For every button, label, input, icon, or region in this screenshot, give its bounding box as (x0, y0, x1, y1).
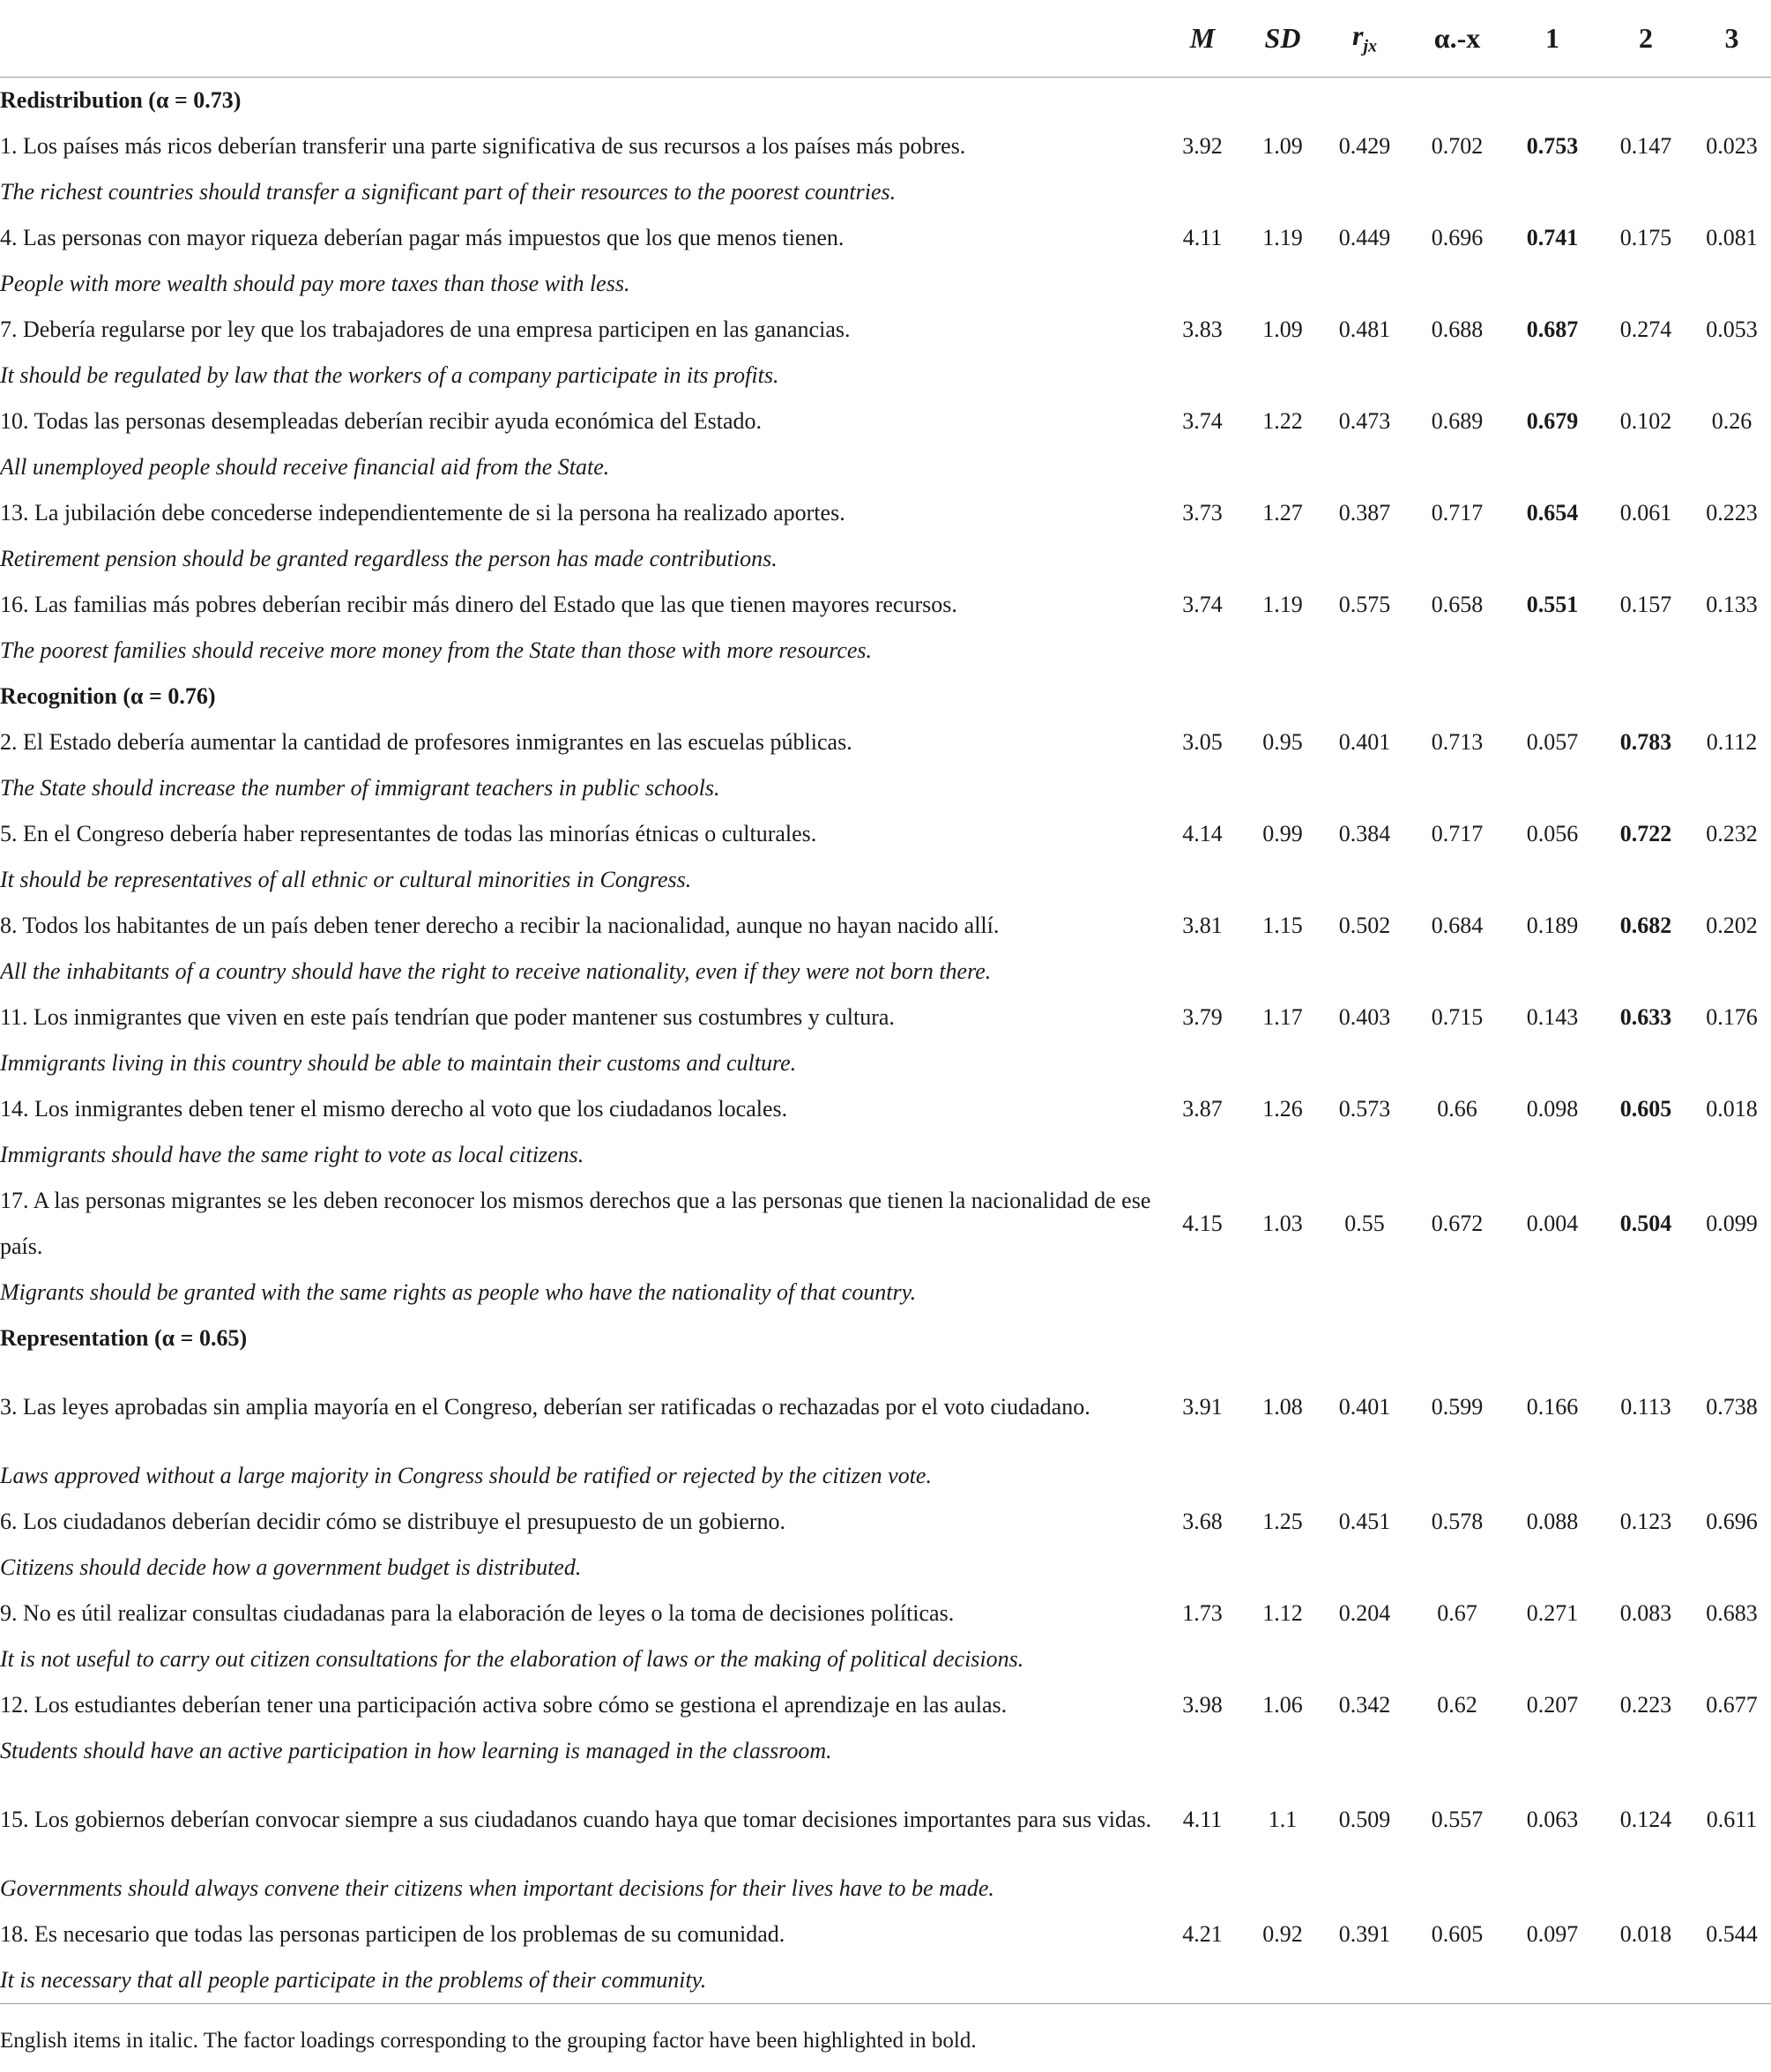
section-title: Recognition (α = 0.76) (0, 683, 216, 709)
header-factor-2: 2 (1599, 0, 1693, 78)
cell-alpha-if-deleted: 0.557 (1431, 1807, 1484, 1832)
item-text-english: Immigrants should have the same right to vote as local citizens. (0, 1142, 584, 1167)
item-text-spanish: 7. Debería regularse por ley que los trabajadores de una empresa participen en las ganancias. (0, 317, 851, 342)
cell-factor-1: 0.753 (1526, 133, 1579, 159)
table-row (0, 1499, 1771, 1545)
section-header-row (0, 1315, 1771, 1361)
cell-mean: 4.11 (1182, 1807, 1223, 1832)
cell-alpha-if-deleted: 0.717 (1431, 821, 1484, 846)
cell-factor-2: 0.124 (1619, 1807, 1672, 1832)
table-row (0, 1682, 1771, 1728)
cell-factor-3: 0.223 (1706, 500, 1758, 525)
cell-alpha-if-deleted: 0.688 (1431, 317, 1484, 342)
cell-factor-2: 0.223 (1619, 1692, 1672, 1718)
table-row-translation (0, 1453, 1771, 1499)
cell-mean: 3.73 (1182, 500, 1223, 525)
cell-factor-1: 0.654 (1526, 500, 1579, 525)
cell-mean: 3.87 (1182, 1096, 1223, 1122)
cell-factor-3: 0.023 (1706, 133, 1758, 159)
item-text-spanish: 1. Los países más ricos deberían transferir una parte significativa de sus recursos a los países más pobres. (0, 133, 966, 159)
item-text-spanish: 15. Los gobiernos deberían convocar siempre a sus ciudadanos cuando haya que tomar decisiones importantes para sus vidas. (0, 1807, 1152, 1832)
table-footnote: English items in italic. The factor loadings corresponding to the grouping factor have been highlighted in bold. (0, 2029, 977, 2053)
cell-factor-3: 0.133 (1706, 592, 1758, 617)
cell-sd: 1.06 (1262, 1692, 1303, 1718)
cell-alpha-if-deleted: 0.578 (1431, 1509, 1484, 1534)
cell-alpha-if-deleted: 0.689 (1431, 408, 1484, 434)
cell-mean: 4.21 (1182, 1921, 1223, 1947)
cell-mean: 3.74 (1182, 592, 1223, 617)
header-rjx (1321, 0, 1409, 78)
cell-factor-2: 0.102 (1619, 408, 1672, 434)
cell-sd: 1.25 (1262, 1509, 1303, 1534)
cell-sd: 1.12 (1262, 1600, 1303, 1626)
cell-sd: 1.09 (1262, 133, 1303, 159)
cell-alpha-if-deleted: 0.696 (1431, 225, 1484, 250)
cell-rjx: 0.509 (1338, 1807, 1391, 1832)
table-row-translation (0, 1728, 1771, 1774)
header-mean: M (1160, 0, 1245, 78)
cell-factor-1: 0.166 (1526, 1394, 1579, 1420)
cell-factor-2: 0.633 (1619, 1004, 1672, 1030)
cell-mean: 4.14 (1182, 821, 1223, 846)
section-header-row (0, 78, 1771, 124)
cell-mean: 3.83 (1182, 317, 1223, 342)
cell-mean: 3.05 (1182, 729, 1223, 755)
table-row-translation (0, 765, 1771, 811)
cell-rjx: 0.403 (1338, 1004, 1391, 1030)
cell-mean: 3.68 (1182, 1509, 1223, 1534)
table-row (0, 582, 1771, 628)
cell-mean: 4.15 (1182, 1211, 1223, 1236)
item-text-english: It should be representatives of all ethnic or cultural minorities in Congress. (0, 867, 692, 892)
table-row (0, 215, 1771, 261)
cell-factor-3: 0.232 (1706, 821, 1758, 846)
table-row (0, 1912, 1771, 1957)
table-row-translation (0, 1866, 1771, 1912)
table-row-translation (0, 1957, 1771, 2004)
cell-factor-3: 0.018 (1706, 1096, 1758, 1122)
cell-factor-3: 0.081 (1706, 225, 1758, 250)
cell-factor-3: 0.738 (1706, 1394, 1758, 1420)
item-text-spanish: 16. Las familias más pobres deberían recibir más dinero del Estado que las que tienen mayores recursos. (0, 592, 957, 617)
cell-sd: 1.08 (1262, 1394, 1303, 1420)
cell-factor-2: 0.783 (1619, 729, 1672, 755)
cell-factor-3: 0.677 (1706, 1692, 1758, 1718)
item-text-spanish: 6. Los ciudadanos deberían decidir cómo se distribuye el presupuesto de un gobierno. (0, 1509, 785, 1534)
table-row (0, 1361, 1771, 1453)
table-row-translation (0, 1040, 1771, 1086)
cell-rjx: 0.575 (1338, 592, 1391, 617)
item-text-english: It is necessary that all people participate in the problems of their community. (0, 1957, 1771, 2004)
item-text-spanish: 14. Los inmigrantes deben tener el mismo derecho al voto que los ciudadanos locales. (0, 1096, 788, 1122)
item-text-spanish: 9. No es útil realizar consultas ciudadanas para la elaboración de leyes o la toma de decisiones políticas. (0, 1600, 955, 1626)
item-text-spanish: 18. Es necesario que todas las personas participen de los problemas de su comunidad. (0, 1921, 785, 1947)
header-alpha-if-deleted: α.-x (1409, 0, 1506, 78)
item-text-english: Retirement pension should be granted regardless the person has made contributions. (0, 546, 778, 571)
cell-factor-3: 0.202 (1706, 913, 1758, 938)
cell-alpha-if-deleted: 0.599 (1431, 1394, 1484, 1420)
cell-factor-3: 0.611 (1706, 1807, 1758, 1832)
cell-factor-1: 0.098 (1526, 1096, 1579, 1122)
item-text-spanish: 17. A las personas migrantes se les deben reconocer los mismos derechos que a las personas que tienen la nacionalidad de ese país. (0, 1188, 1151, 1259)
item-text-english: Governments should always convene their citizens when important decisions for their lives have to be made. (0, 1875, 994, 1901)
cell-sd: 1.22 (1262, 408, 1303, 434)
cell-factor-1: 0.004 (1526, 1211, 1579, 1236)
cell-sd: 1.15 (1262, 913, 1303, 938)
cell-rjx: 0.391 (1338, 1921, 1391, 1947)
item-text-english: All the inhabitants of a country should have the right to receive nationality, even if they were not born there. (0, 958, 992, 984)
cell-mean: 3.98 (1182, 1692, 1223, 1718)
cell-sd: 0.92 (1262, 1921, 1303, 1947)
cell-factor-3: 0.683 (1706, 1600, 1758, 1626)
cell-sd: 0.99 (1262, 821, 1303, 846)
section-title: Redistribution (α = 0.73) (0, 87, 242, 113)
cell-factor-3: 0.112 (1706, 729, 1758, 755)
cell-sd: 1.03 (1262, 1211, 1303, 1236)
cell-factor-2: 0.605 (1619, 1096, 1672, 1122)
header-item (0, 0, 1160, 78)
cell-alpha-if-deleted: 0.62 (1437, 1692, 1477, 1718)
cell-factor-2: 0.147 (1619, 133, 1672, 159)
cell-factor-1: 0.271 (1526, 1600, 1579, 1626)
table-row (0, 399, 1771, 444)
table-row-translation (0, 1270, 1771, 1315)
item-text-english: Immigrants living in this country should be able to maintain their customs and culture. (0, 1050, 797, 1076)
item-text-spanish: 8. Todos los habitantes de un país deben tener derecho a recibir la nacionalidad, aunque no hayan nacido allí. (0, 913, 1000, 938)
cell-factor-1: 0.057 (1526, 729, 1579, 755)
cell-sd: 1.19 (1262, 592, 1303, 617)
table-row-translation (0, 857, 1771, 903)
cell-factor-3: 0.053 (1706, 317, 1758, 342)
cell-mean: 4.11 (1182, 225, 1223, 250)
cell-factor-1: 0.097 (1526, 1921, 1579, 1947)
cell-rjx: 0.55 (1344, 1211, 1385, 1236)
cell-factor-2: 0.722 (1619, 821, 1672, 846)
cell-factor-3: 0.26 (1711, 408, 1752, 434)
cell-rjx: 0.401 (1338, 729, 1391, 755)
table-row-translation (0, 1545, 1771, 1591)
cell-sd: 1.27 (1262, 500, 1303, 525)
cell-mean: 3.81 (1182, 913, 1223, 938)
table-row-translation (0, 353, 1771, 399)
cell-factor-1: 0.088 (1526, 1509, 1579, 1534)
cell-alpha-if-deleted: 0.713 (1431, 729, 1484, 755)
table-row-translation (0, 169, 1771, 215)
item-text-spanish: 10. Todas las personas desempleadas deberían recibir ayuda económica del Estado. (0, 408, 763, 434)
item-text-english: It should be regulated by law that the workers of a company participate in its profits. (0, 362, 779, 388)
cell-alpha-if-deleted: 0.605 (1431, 1921, 1484, 1947)
cell-factor-3: 0.544 (1706, 1921, 1758, 1947)
header-rjx-base: r (1351, 19, 1364, 52)
table-body (0, 78, 1771, 2004)
item-text-spanish: 4. Las personas con mayor riqueza deberían pagar más impuestos que los que menos tienen. (0, 225, 845, 250)
table-row-translation (0, 261, 1771, 307)
item-text-english: Citizens should decide how a government budget is distributed. (0, 1554, 582, 1580)
item-text-english: It is not useful to carry out citizen consultations for the elaboration of laws or the making of political decisions. (0, 1646, 1024, 1672)
cell-factor-2: 0.504 (1619, 1211, 1672, 1236)
cell-sd: 1.1 (1268, 1807, 1298, 1832)
cell-alpha-if-deleted: 0.717 (1431, 500, 1484, 525)
item-text-english: The State should increase the number of immigrant teachers in public schools. (0, 775, 720, 801)
cell-rjx: 0.573 (1338, 1096, 1391, 1122)
cell-sd: 1.19 (1262, 225, 1303, 250)
cell-factor-2: 0.274 (1619, 317, 1672, 342)
cell-factor-2: 0.061 (1619, 500, 1672, 525)
cell-sd: 0.95 (1262, 729, 1303, 755)
item-text-spanish: 2. El Estado debería aumentar la cantidad de profesores inmigrantes en las escuelas públicas. (0, 729, 852, 755)
cell-sd: 1.17 (1262, 1004, 1303, 1030)
item-text-english: People with more wealth should pay more taxes than those with less. (0, 271, 630, 296)
cell-factor-1: 0.687 (1526, 317, 1579, 342)
cell-factor-1: 0.741 (1526, 225, 1579, 250)
table-row-translation (0, 1636, 1771, 1682)
cell-mean: 3.92 (1182, 133, 1223, 159)
table-row (0, 307, 1771, 353)
item-text-spanish: 5. En el Congreso debería haber representantes de todas las minorías étnicas o culturales. (0, 821, 817, 846)
table-row-translation (0, 628, 1771, 674)
cell-mean: 3.74 (1182, 408, 1223, 434)
cell-factor-1: 0.679 (1526, 408, 1579, 434)
table-row-translation (0, 949, 1771, 995)
table-row (0, 123, 1771, 169)
cell-factor-2: 0.083 (1619, 1600, 1672, 1626)
cell-factor-1: 0.551 (1526, 592, 1579, 617)
table-row (0, 811, 1771, 857)
cell-mean: 3.79 (1182, 1004, 1223, 1030)
cell-factor-3: 0.099 (1706, 1211, 1758, 1236)
table-row-translation (0, 444, 1771, 490)
section-title: Representation (α = 0.65) (0, 1325, 248, 1351)
cell-alpha-if-deleted: 0.66 (1437, 1096, 1477, 1122)
cell-factor-1: 0.189 (1526, 913, 1579, 938)
cell-rjx: 0.429 (1338, 133, 1391, 159)
cell-factor-1: 0.063 (1526, 1807, 1579, 1832)
item-text-english: The poorest families should receive more money from the State than those with more resources. (0, 637, 873, 663)
cell-alpha-if-deleted: 0.715 (1431, 1004, 1484, 1030)
item-text-spanish: 3. Las leyes aprobadas sin amplia mayoría en el Congreso, deberían ser ratificadas o rechazadas por el voto ciudadano. (0, 1394, 1090, 1420)
cell-rjx: 0.449 (1338, 225, 1391, 250)
header-factor-1: 1 (1506, 0, 1599, 78)
cell-factor-2: 0.018 (1619, 1921, 1672, 1947)
cell-rjx: 0.451 (1338, 1509, 1391, 1534)
table-row (0, 719, 1771, 765)
table-row (0, 995, 1771, 1040)
item-text-spanish: 12. Los estudiantes deberían tener una participación activa sobre cómo se gestiona el aprendizaje en las aulas. (0, 1692, 1008, 1718)
cell-rjx: 0.387 (1338, 500, 1391, 525)
table-row-translation (0, 1132, 1771, 1178)
item-text-spanish: 13. La jubilación debe concederse independientemente de si la persona ha realizado aportes. (0, 500, 845, 525)
cell-factor-1: 0.056 (1526, 821, 1579, 846)
cell-rjx: 0.204 (1338, 1600, 1391, 1626)
cell-factor-2: 0.175 (1619, 225, 1672, 250)
header-factor-3: 3 (1693, 0, 1771, 78)
cell-factor-1: 0.207 (1526, 1692, 1579, 1718)
table-header-row (0, 0, 1771, 78)
cell-factor-2: 0.113 (1620, 1394, 1671, 1420)
cell-rjx: 0.502 (1338, 913, 1391, 938)
item-text-english: Laws approved without a large majority in Congress should be ratified or rejected by the citizen vote. (0, 1463, 932, 1488)
header-rjx-sub: jx (1363, 36, 1377, 56)
item-text-english: Migrants should be granted with the same rights as people who have the nationality of that country. (0, 1279, 917, 1305)
section-header-row (0, 674, 1771, 719)
cell-sd: 1.26 (1262, 1096, 1303, 1122)
cell-alpha-if-deleted: 0.672 (1431, 1211, 1484, 1236)
table-row (0, 1774, 1771, 1866)
table-row (0, 1086, 1771, 1132)
cell-mean: 1.73 (1182, 1600, 1223, 1626)
cell-mean: 3.91 (1182, 1394, 1223, 1420)
item-text-english: All unemployed people should receive financial aid from the State. (0, 454, 610, 480)
table-row (0, 903, 1771, 949)
cell-factor-2: 0.123 (1619, 1509, 1672, 1534)
item-text-english: The richest countries should transfer a significant part of their resources to the poorest countries. (0, 179, 897, 205)
cell-factor-2: 0.157 (1619, 592, 1672, 617)
cell-rjx: 0.342 (1338, 1692, 1391, 1718)
cell-rjx: 0.384 (1338, 821, 1391, 846)
cell-alpha-if-deleted: 0.658 (1431, 592, 1484, 617)
header-sd: SD (1245, 0, 1321, 78)
table-row (0, 490, 1771, 536)
cell-factor-2: 0.682 (1619, 913, 1672, 938)
item-text-spanish: 11. Los inmigrantes que viven en este país tendrían que poder mantener sus costumbres y cultura. (0, 1004, 895, 1030)
cell-alpha-if-deleted: 0.684 (1431, 913, 1484, 938)
cell-alpha-if-deleted: 0.702 (1431, 133, 1484, 159)
table-row-translation (0, 536, 1771, 582)
cell-factor-3: 0.696 (1706, 1509, 1758, 1534)
cell-rjx: 0.473 (1338, 408, 1391, 434)
cell-alpha-if-deleted: 0.67 (1437, 1600, 1477, 1626)
cell-factor-1: 0.143 (1526, 1004, 1579, 1030)
cell-factor-3: 0.176 (1706, 1004, 1758, 1030)
table-row (0, 1178, 1771, 1270)
cell-rjx: 0.481 (1338, 317, 1391, 342)
cell-rjx: 0.401 (1338, 1394, 1391, 1420)
item-text-english: Students should have an active participation in how learning is managed in the classroom. (0, 1738, 832, 1763)
cell-sd: 1.09 (1262, 317, 1303, 342)
table-row (0, 1591, 1771, 1636)
